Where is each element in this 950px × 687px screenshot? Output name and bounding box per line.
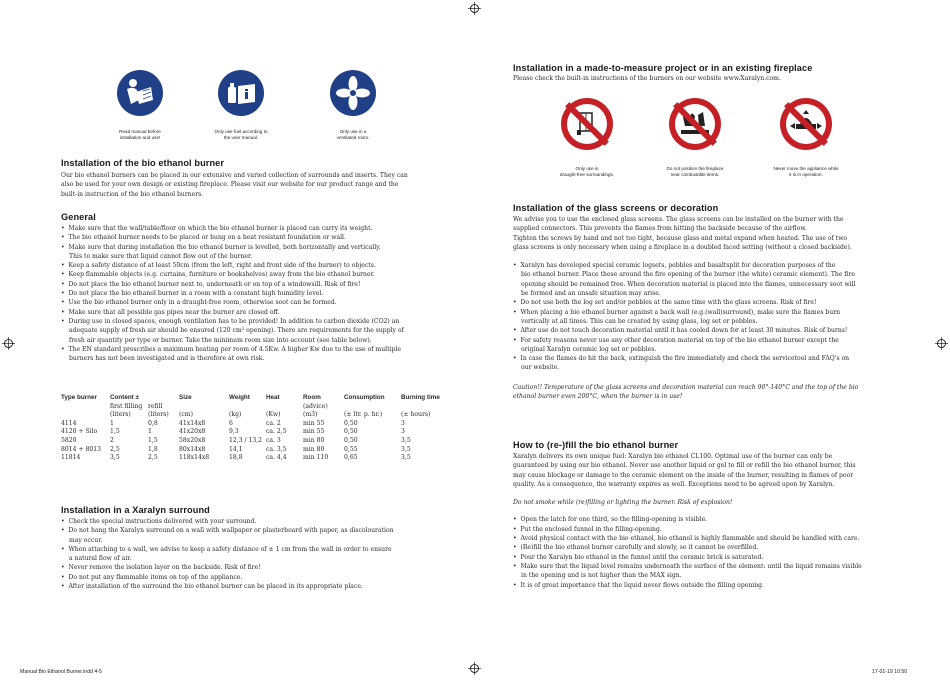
general-list [61,224,461,363]
fan-icon [330,70,376,116]
table-row: 11814 3,5 2,5 118x14x8 18,8 ca. 4,4 min 110 0,65 3,5 [61,454,411,462]
list-item: • When placing a bio ethanol burner against a back wall (e.g.(wall)surround), make sure the flames burn vertically at all times. This can be created by using glass, log set or pebbles. [513,308,925,327]
glass-section [513,203,925,401]
list-item: • During use in closed spaces, enough ventilation has to be provided! In addition to carbon dioxide (CO2) an adequate supply of fresh air should be ensured (120 cm² opening). There are requirements for the supply of fresh air quantity per type or burner. Take the minimum room size into account (see table below). [61,317,461,345]
refill-section [513,440,925,590]
section-heading: Installation in a made-to-measure project or in an existing fireplace [513,63,813,73]
smoking-warning: Do not smoke while (re)filling or lighting the burner. Risk of explosion! [513,499,733,507]
section-heading: Installation of the glass screens or decoration [513,203,719,213]
paragraph-line: glass screens is only necessary when using a fireplace in a doubled faced setting (without a closed backside). [513,243,852,251]
fuel-manual-icon [218,70,264,116]
right-page [475,0,950,687]
list-item: • Do not put any flammable items on top of the appliance. [61,573,461,582]
no-draught-icon [561,98,613,150]
paragraph-line: guaranteed by using our bio ethanol. Never use another liquid or gel to fill or refill the bio ethanol burner, this [513,462,856,470]
list-item: • Keep a safety distance of at least 50cm (from the left, right and front side of the burner) to objects. [61,261,461,270]
list-item: • When attaching to a wall, we advise to keep a safety distance of ± 1 cm from the wall in order to ensure a natural flow of air. [61,545,461,564]
list-item: • It is of great importance that the liquid never flows outside the filling opening. [513,581,925,590]
read-manual-icon [117,70,163,116]
table-row: 5820 2 1,5 58x20x8 12,3 / 13,2 ca. 3 min 80 0,50 3,5 [61,436,411,444]
paragraph-line: We advise you to use the enclosed glass screens. The glass screens can be installed on the burner with the [513,216,844,223]
list-item: • Make sure that the wall/table/floor on which the bio ethanol burner is placed can carry its weight. [61,224,461,233]
list-item: • Keep flammable objects (e.g. curtains, furniture or bookshelves) away from the bio ethanol burner. [61,270,461,279]
paragraph-line: quality. As a consequence, the warranty expires as well. Exceptions need to be agreed upon by Xaralyn. [513,480,835,488]
list-item: • Make sure that all possible gas pipes near the burner are closed off. [61,308,461,317]
icon-caption: Only use in draught-free surroundings. [559,166,615,177]
list-item: • Avoid physical contact with the bio ethanol, bio ethanol is highly flammable and should be handled with care. [513,534,925,543]
list-item: • Xaralyn has developed special ceramic logsets, pebbles and basaltsplit for decoration purposes of the bio ethanol burner. Place these around the fire opening of the burner (the white) ceramic element). The fire opening should be remained free. When decoration material is placed into the flames, unnecessary soot will be formed and an unsafe situation may arise. [513,261,925,298]
list-item: • After installation of the surround the bio ethanol burner can be placed in its appropriate place. [61,582,461,591]
paragraph-line: Tighten the screws by hand and not too tight, because glass and metal expand when heated. The use of two [513,234,848,242]
list-item: • Open the latch for one third, so the filling-opening is visible. [513,515,925,524]
list-item: • (Re)fill the bio ethanol burner carefully and slowly, so it cannot be overfilled. [513,543,925,552]
list-item: • Use the bio ethanol burner only in a draught-free room, otherwise soot can be formed. [61,298,461,307]
list-item: • In case the flames do hit the back, extinguish the fire immediately and check the servicetool and FAQ's on our website. [513,354,925,373]
list-item: • Pour the Xaralyn bio ethanol in the funnel until the ceramic brick is saturated. [513,553,925,562]
caution-note: Caution!! Temperature of the glass screens and decoration material can reach 90°-140°C and the top of the bio ethanol burner even 200°C, when the burner is in use! [513,383,859,401]
section-heading: General [61,212,96,222]
footer-timestamp: 17-01-19 10:50 [872,669,908,675]
paragraph-line: supplied connectors. This prevents the flames from hitting the backside because of the airflow. [513,225,807,233]
list-item: • Do not place the bio ethanol burner in a room with a constant high humidity level. [61,289,461,298]
paragraph-line: Our bio ethanol burners can be placed in our extensive and varied collection of surrounds and inserts. They can [61,172,408,179]
section-heading: How to (re-)fill the bio ethanol burner [513,440,679,450]
no-moving-icon [780,98,832,150]
icon-caption: Only use in a ventilated room. [336,129,370,140]
list-item: • After use do not touch decoration material until it has cooled down for at least 30 minutes. Risk of burns! [513,326,925,335]
table-row: 4114 1 0,8 41x14x8 6 ca. 2 min 55 0,50 3 [61,419,405,427]
section-heading: Installation of the bio ethanol burner [61,158,225,168]
table-subheader-row: first filling refill (advice) [110,402,328,410]
general-section [61,212,461,363]
made-to-measure-section [513,63,923,83]
list-item: • For safety reasons never use any other decoration material on top of the bio ethanol burner except the original Xaralyn ceramic log set or pebbles. [513,336,925,355]
list-item: • Never remove the isolation layer on the backside. Risk of fire! [61,563,461,572]
table-header-row: Type burner Content ± Size Weight Heat Room Consumption Burning time [61,394,440,401]
burner-table [61,394,461,463]
installation-section [61,158,461,199]
paragraph-line: built-in instruction of the bio ethanol burners. [61,190,204,198]
list-item: • Make sure that the liquid level remains underneath the surface of the element: until the liquid remains visible in the opening and is not higher than the MAX sign. [513,562,925,581]
icon-caption: Never move the appliance while it is in operation. [773,166,839,177]
list-item: • Do not hang the Xaralyn surround on a wall with wallpaper or plasterboard with paper, as discolouration may occur. [61,526,461,545]
icon-caption: Do not position the fireplace near combustible items. [666,166,724,177]
icon-caption: Read manual before installation and use! [119,129,161,140]
list-item: • The bio ethanol burner needs to be placed or hung on a heat resistant foundation or wall. [61,233,461,242]
paragraph-line: may cause blockage or damage to the ceramic element on the inside of the burner, resulting in flames of poor [513,471,854,479]
refill-list [513,515,925,589]
paragraph-line: Xaralyn delivers its own unique fuel: Xaralyn bio ethanol CL100. Optimal use of the burner can only be [513,453,833,460]
list-item: • Check the special instructions delivered with your surround. [61,517,461,526]
list-item: • The EN standard prescribes a maximum heating per room of 4.5Kw. A higher Kw due to the use of multiple burners has not been investigated and is therefore at own risk. [61,345,461,364]
glass-list [513,261,925,373]
table-row: 8014 + 8013 2,5 1,8 80x14x8 14,1 ca. 3,5 min 80 0,55 3,5 [61,445,411,453]
paragraph-line: Please check the built-in instructions of the burners on our website www.Xaralyn.com. [513,75,781,82]
table-row: 4120 + Silo 1,5 1 41x20x8 9,3 ca. 2,5 min 55 0,50 3 [61,428,405,436]
surround-section [61,505,461,591]
footer-file-name: Manual Bio Ethanol Burner.indd 4-5 [20,669,102,675]
list-item: • Put the enclosed funnel in the filling-opening. [513,525,925,534]
list-item: • Do not place the bio ethanol burner next to, underneath or on top of a windowsill. Risk of fire! [61,280,461,289]
surround-list [61,517,461,591]
section-heading: Installation in a Xaralyn surround [61,505,210,515]
icon-caption: Only use fuel according to the user manual. [214,129,268,140]
list-item: • Do not use both the log set and/or pebbles at the same time with the glass screens. Risk of fire! [513,298,925,307]
list-item: • Make sure that during installation the bio ethanol burner is levelled, both horizontally and vertically. This to make sure that liquid cannot flow out of the burner. [61,243,461,262]
table-subheader-row: (liters) (liters) (cm) (kg) (Kw) (m3) (± ltr. p. hr.) (± hours) [110,411,431,419]
no-combustible-icon [669,98,721,150]
paragraph-line: also be used for your own design or existing fireplace. Please visit our website for our product range and the [61,181,399,189]
